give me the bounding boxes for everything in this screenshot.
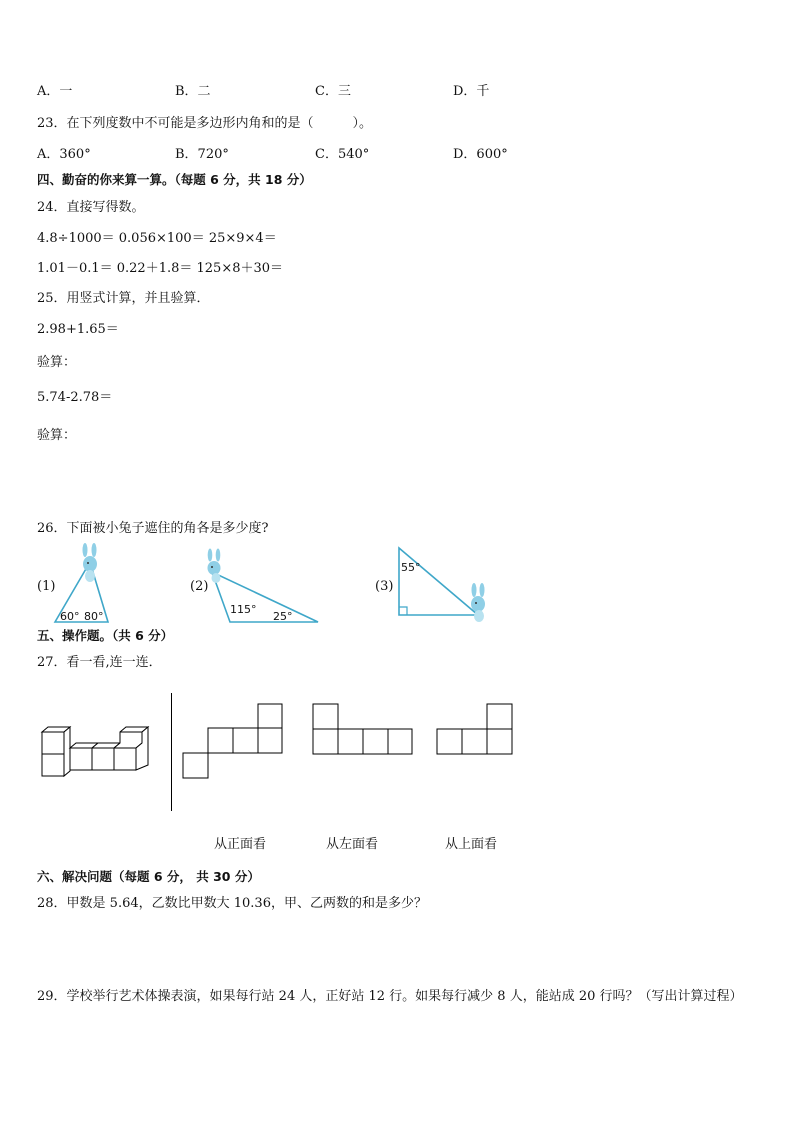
q26-fig1-angle-b: 80° xyxy=(84,610,104,623)
q27-view-shape-2 xyxy=(312,703,414,755)
q22-option-d: D．千 xyxy=(453,84,490,99)
q23-question: 23．在下列度数中不可能是多边形内角和的是（ ）。 xyxy=(37,116,373,131)
q27-view-label-front: 从正面看 xyxy=(214,837,267,852)
q22-option-b: B．二 xyxy=(175,84,211,99)
q26-fig2-angle-b: 25° xyxy=(273,610,293,623)
q22-option-a: A．一 xyxy=(37,84,73,99)
q23-option-c: C．540° xyxy=(315,147,370,162)
rabbit-icon xyxy=(471,583,485,622)
q27-divider xyxy=(171,693,172,811)
q25-check1: 验算： xyxy=(37,355,77,370)
q28-question: 28．甲数是 5.64，乙数比甲数大 10.36，甲、乙两数的和是多少？ xyxy=(37,896,427,911)
q23-option-d: D．600° xyxy=(453,147,508,162)
q26-fig3-label: (3) xyxy=(375,579,394,594)
q24-row1: 4.8÷1000＝ 0.056×100＝ 25×9×4＝ xyxy=(37,231,277,246)
q25-expr1: 2.98+1.65＝ xyxy=(37,322,119,337)
q26-fig1-label: (1) xyxy=(37,579,56,594)
q25-check2: 验算： xyxy=(37,428,77,443)
q22-option-c: C．三 xyxy=(315,84,351,99)
q27-view-shape-3 xyxy=(436,703,514,755)
rabbit-icon xyxy=(208,549,221,584)
rabbit-icon xyxy=(83,543,98,582)
q26-triangle-1 xyxy=(50,542,160,626)
q27-cube-solid xyxy=(40,726,155,778)
q27-view-label-top: 从上面看 xyxy=(445,837,498,852)
q27-question: 27．看一看,连一连． xyxy=(37,655,162,670)
q26-question: 26．下面被小兔子遮住的角各是多少度? xyxy=(37,521,269,536)
q26-fig2-label: (2) xyxy=(190,579,209,594)
q25-expr2: 5.74-2.78＝ xyxy=(37,390,113,405)
q24-question: 24．直接写得数。 xyxy=(37,200,145,215)
q23-option-a: A．360° xyxy=(37,147,91,162)
q26-triangle-3 xyxy=(390,542,495,626)
section4-heading: 四、勤奋的你来算一算。（每题 6 分，共 18 分） xyxy=(37,172,312,187)
q24-row2: 1.01－0.1＝ 0.22＋1.8＝ 125×8＋30＝ xyxy=(37,261,284,276)
q25-question: 25．用竖式计算，并且验算． xyxy=(37,291,210,306)
q26-fig2-angle-a: 115° xyxy=(230,603,257,616)
q26-fig3-angle-a: 55° xyxy=(401,561,421,574)
q27-view-label-left: 从左面看 xyxy=(326,837,379,852)
q29-question: 29．学校举行艺术体操表演，如果每行站 24 人，正好站 12 行。如果每行减少 8 人，能站成 20 行吗？（写出计算过程） xyxy=(37,989,743,1004)
section5-heading: 五、操作题。（共 6 分） xyxy=(37,628,174,643)
q23-option-b: B．720° xyxy=(175,147,229,162)
q27-view-shape-1 xyxy=(182,703,284,779)
section6-heading: 六、解决问题（每题 6 分， 共 30 分） xyxy=(37,869,260,884)
q26-fig1-angle-a: 60° xyxy=(60,610,80,623)
q26-triangle-2 xyxy=(200,542,325,626)
